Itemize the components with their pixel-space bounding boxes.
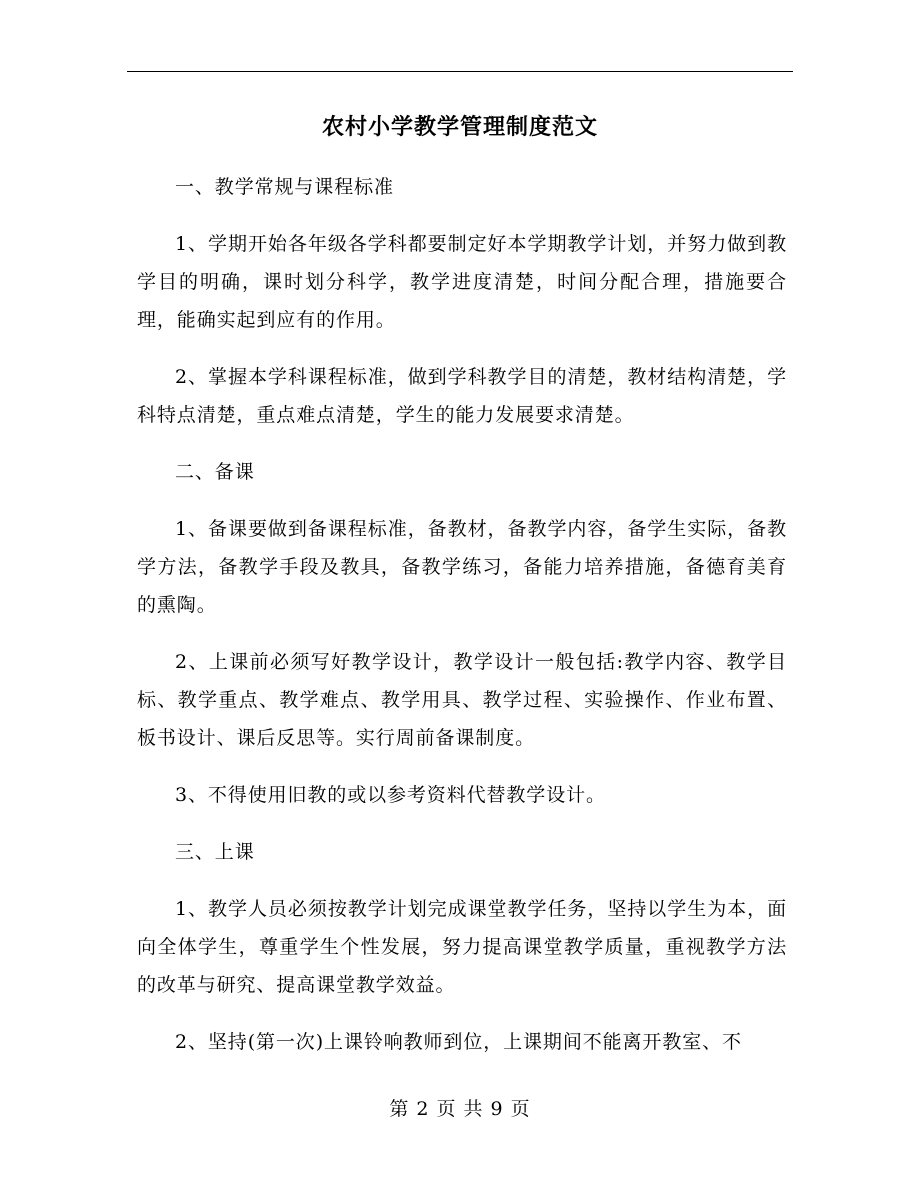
header-rule <box>127 71 793 72</box>
document-body <box>137 168 787 1080</box>
section-heading-3: 三、上课 <box>175 841 255 863</box>
section-heading-2: 二、备课 <box>175 461 255 483</box>
paragraph: 1、学期开始各年级各学科都要制定好本学期教学计划，并努力做到教学目的明确，课时划分科学，教学进度清楚，时间分配合理，措施要合理，能确实起到应有的作用。 <box>137 233 787 331</box>
section-heading-1: 一、教学常规与课程标准 <box>175 176 394 198</box>
paragraph: 3、不得使用旧教的或以参考资料代替教学设计。 <box>175 784 606 806</box>
page-number-footer: 第 2 页 共 9 页 <box>389 1098 531 1120</box>
paragraph: 2、坚持(第一次)上课铃响教师到位，上课期间不能离开教室、不 <box>175 1031 742 1053</box>
paragraph: 1、备课要做到备课程标准，备教材，备教学内容，备学生实际，备教学方法，备教学手段及教具，备教学练习，备能力培养措施，备德育美育的熏陶。 <box>137 518 787 616</box>
paragraph: 2、上课前必须写好教学设计，教学设计一般包括:教学内容、教学目标、教学重点、教学难点、教学用具、教学过程、实验操作、作业布置、板书设计、课后反思等。实行周前备课制度。 <box>137 651 787 749</box>
paragraph: 2、掌握本学科课程标准，做到学科教学目的清楚，教材结构清楚，学科特点清楚，重点难点清楚，学生的能力发展要求清楚。 <box>137 366 787 426</box>
document-title: 农村小学教学管理制度范文 <box>321 114 598 140</box>
paragraph: 1、教学人员必须按教学计划完成课堂教学任务，坚持以学生为本，面向全体学生，尊重学生个性发展，努力提高课堂教学质量，重视教学方法的改革与研究、提高课堂教学效益。 <box>137 898 787 996</box>
